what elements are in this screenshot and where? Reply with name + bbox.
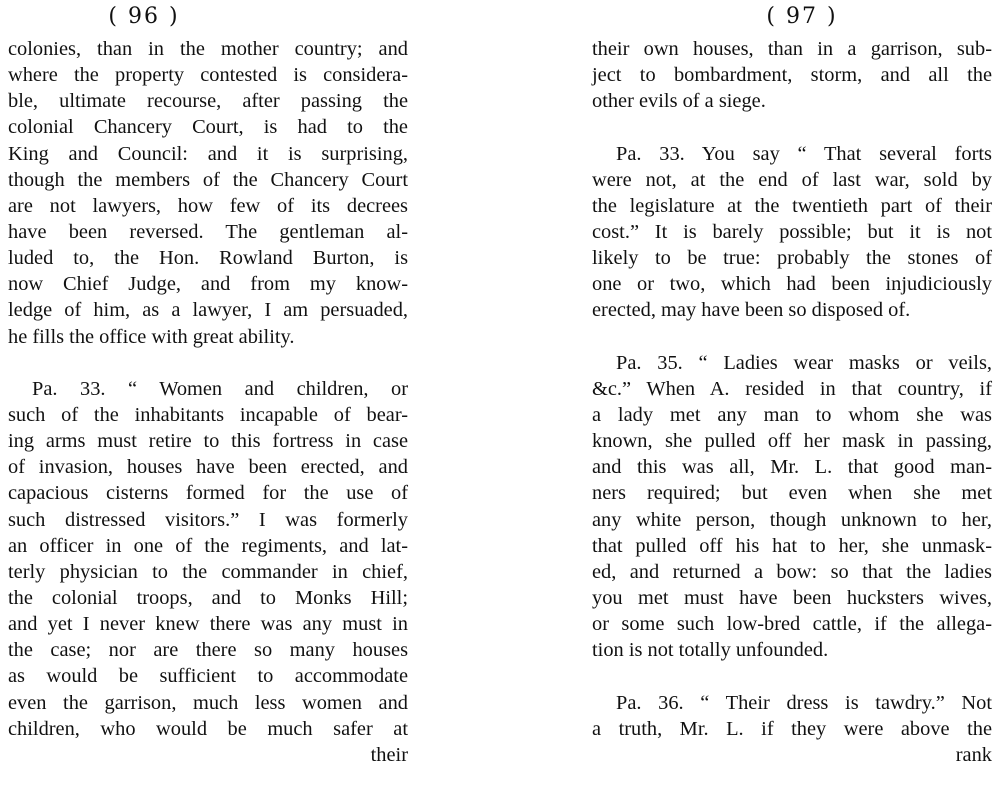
text-line: ing arms must retire to this fortress in case — [8, 430, 408, 453]
text-line: a lady met any man to whom she was — [592, 403, 992, 426]
text-line: and this was all, Mr. L. that good man- — [592, 456, 992, 479]
text-line: &c.” When A. resided in that country, if — [592, 377, 992, 400]
text-line: such distressed visitors.” I was formerly — [8, 508, 408, 531]
text-line: other evils of a siege. — [592, 90, 766, 113]
text-line: ledge of him, as a lawyer, I am persuaded, — [8, 299, 408, 322]
text-line: ject to bombardment, storm, and all the — [592, 64, 992, 87]
catchword: rank — [955, 743, 992, 766]
text-line: capacious cisterns formed for the use of — [8, 482, 408, 505]
page-number: ( 97 ) — [766, 4, 838, 29]
text-line: you met must have been hucksters wives, — [592, 586, 992, 609]
text-line: Pa. 33. “ Women and children, or — [32, 377, 408, 400]
text-line: Pa. 36. “ Their dress is tawdry.” Not — [616, 691, 992, 714]
paragraph-gap — [592, 324, 992, 350]
text-line: erected, may have been so disposed of. — [592, 299, 911, 322]
left-page — [8, 0, 408, 787]
text-line: the case; nor are there so many houses — [8, 639, 408, 662]
text-line: colonial Chancery Court, is had to the — [8, 116, 408, 139]
text-line: that pulled off his hat to her, she unmask- — [592, 534, 992, 557]
text-line: were not, at the end of last war, sold by — [592, 168, 992, 191]
text-line: children, who would be much safer at — [8, 717, 408, 740]
text-line: and yet I never knew there was any must in — [8, 613, 408, 636]
text-line: are not lawyers, how few of its decrees — [8, 194, 408, 217]
text-line: terly physician to the commander in chief, — [8, 560, 408, 583]
page-body — [8, 36, 408, 768]
text-line: colonies, than in the mother country; and — [8, 38, 408, 60]
text-line: Pa. 35. “ Ladies wear masks or veils, — [616, 351, 992, 374]
text-line: though the members of the Chancery Court — [8, 168, 408, 191]
text-line: the colonial troops, and to Monks Hill; — [8, 586, 408, 609]
text-line: have been reversed. The gentleman al- — [8, 220, 408, 243]
text-line: where the property contested is considera- — [8, 64, 408, 87]
text-line: an officer in one of the regiments, and lat- — [8, 534, 408, 557]
text-line: one or two, which had been injudiciously — [592, 273, 992, 296]
paragraph-gap — [8, 350, 408, 376]
right-page — [592, 0, 992, 787]
text-line: the legislature at the twentieth part of their — [592, 194, 992, 217]
text-line: cost.” It is barely possible; but it is not — [592, 220, 992, 243]
text-line: luded to, the Hon. Rowland Burton, is — [8, 247, 408, 270]
page-number: ( 96 ) — [108, 4, 180, 29]
text-line: any white person, though unknown to her, — [592, 508, 992, 531]
text-line: ners required; but even when she met — [592, 482, 992, 505]
text-line: a truth, Mr. L. if they were above the — [592, 717, 992, 740]
text-line: King and Council: and it is surprising, — [8, 142, 408, 165]
catchword: their — [370, 743, 408, 766]
text-line: tion is not totally unfounded. — [592, 639, 829, 662]
text-line: even the garrison, much less women and — [8, 691, 408, 714]
page-body — [592, 36, 992, 768]
text-line: likely to be true: probably the stones of — [592, 247, 992, 270]
text-line: of invasion, houses have been erected, and — [8, 456, 408, 479]
text-line: ble, ultimate recourse, after passing the — [8, 90, 408, 113]
text-line: their own houses, than in a garrison, sub- — [592, 38, 992, 60]
text-line: Pa. 33. You say “ That several forts — [616, 142, 992, 165]
text-line: known, she pulled off her mask in passing, — [592, 430, 992, 453]
text-line: he fills the office with great ability. — [8, 325, 295, 348]
text-line: or some such low-bred cattle, if the allega- — [592, 613, 992, 636]
text-line: such of the inhabitants incapable of bear- — [8, 403, 408, 426]
paragraph-gap — [592, 114, 992, 140]
paragraph-gap — [592, 663, 992, 689]
text-line: ed, and returned a bow: so that the ladies — [592, 560, 992, 583]
text-line: now Chief Judge, and from my know- — [8, 273, 408, 296]
text-line: as would be sufficient to accommodate — [8, 665, 408, 688]
